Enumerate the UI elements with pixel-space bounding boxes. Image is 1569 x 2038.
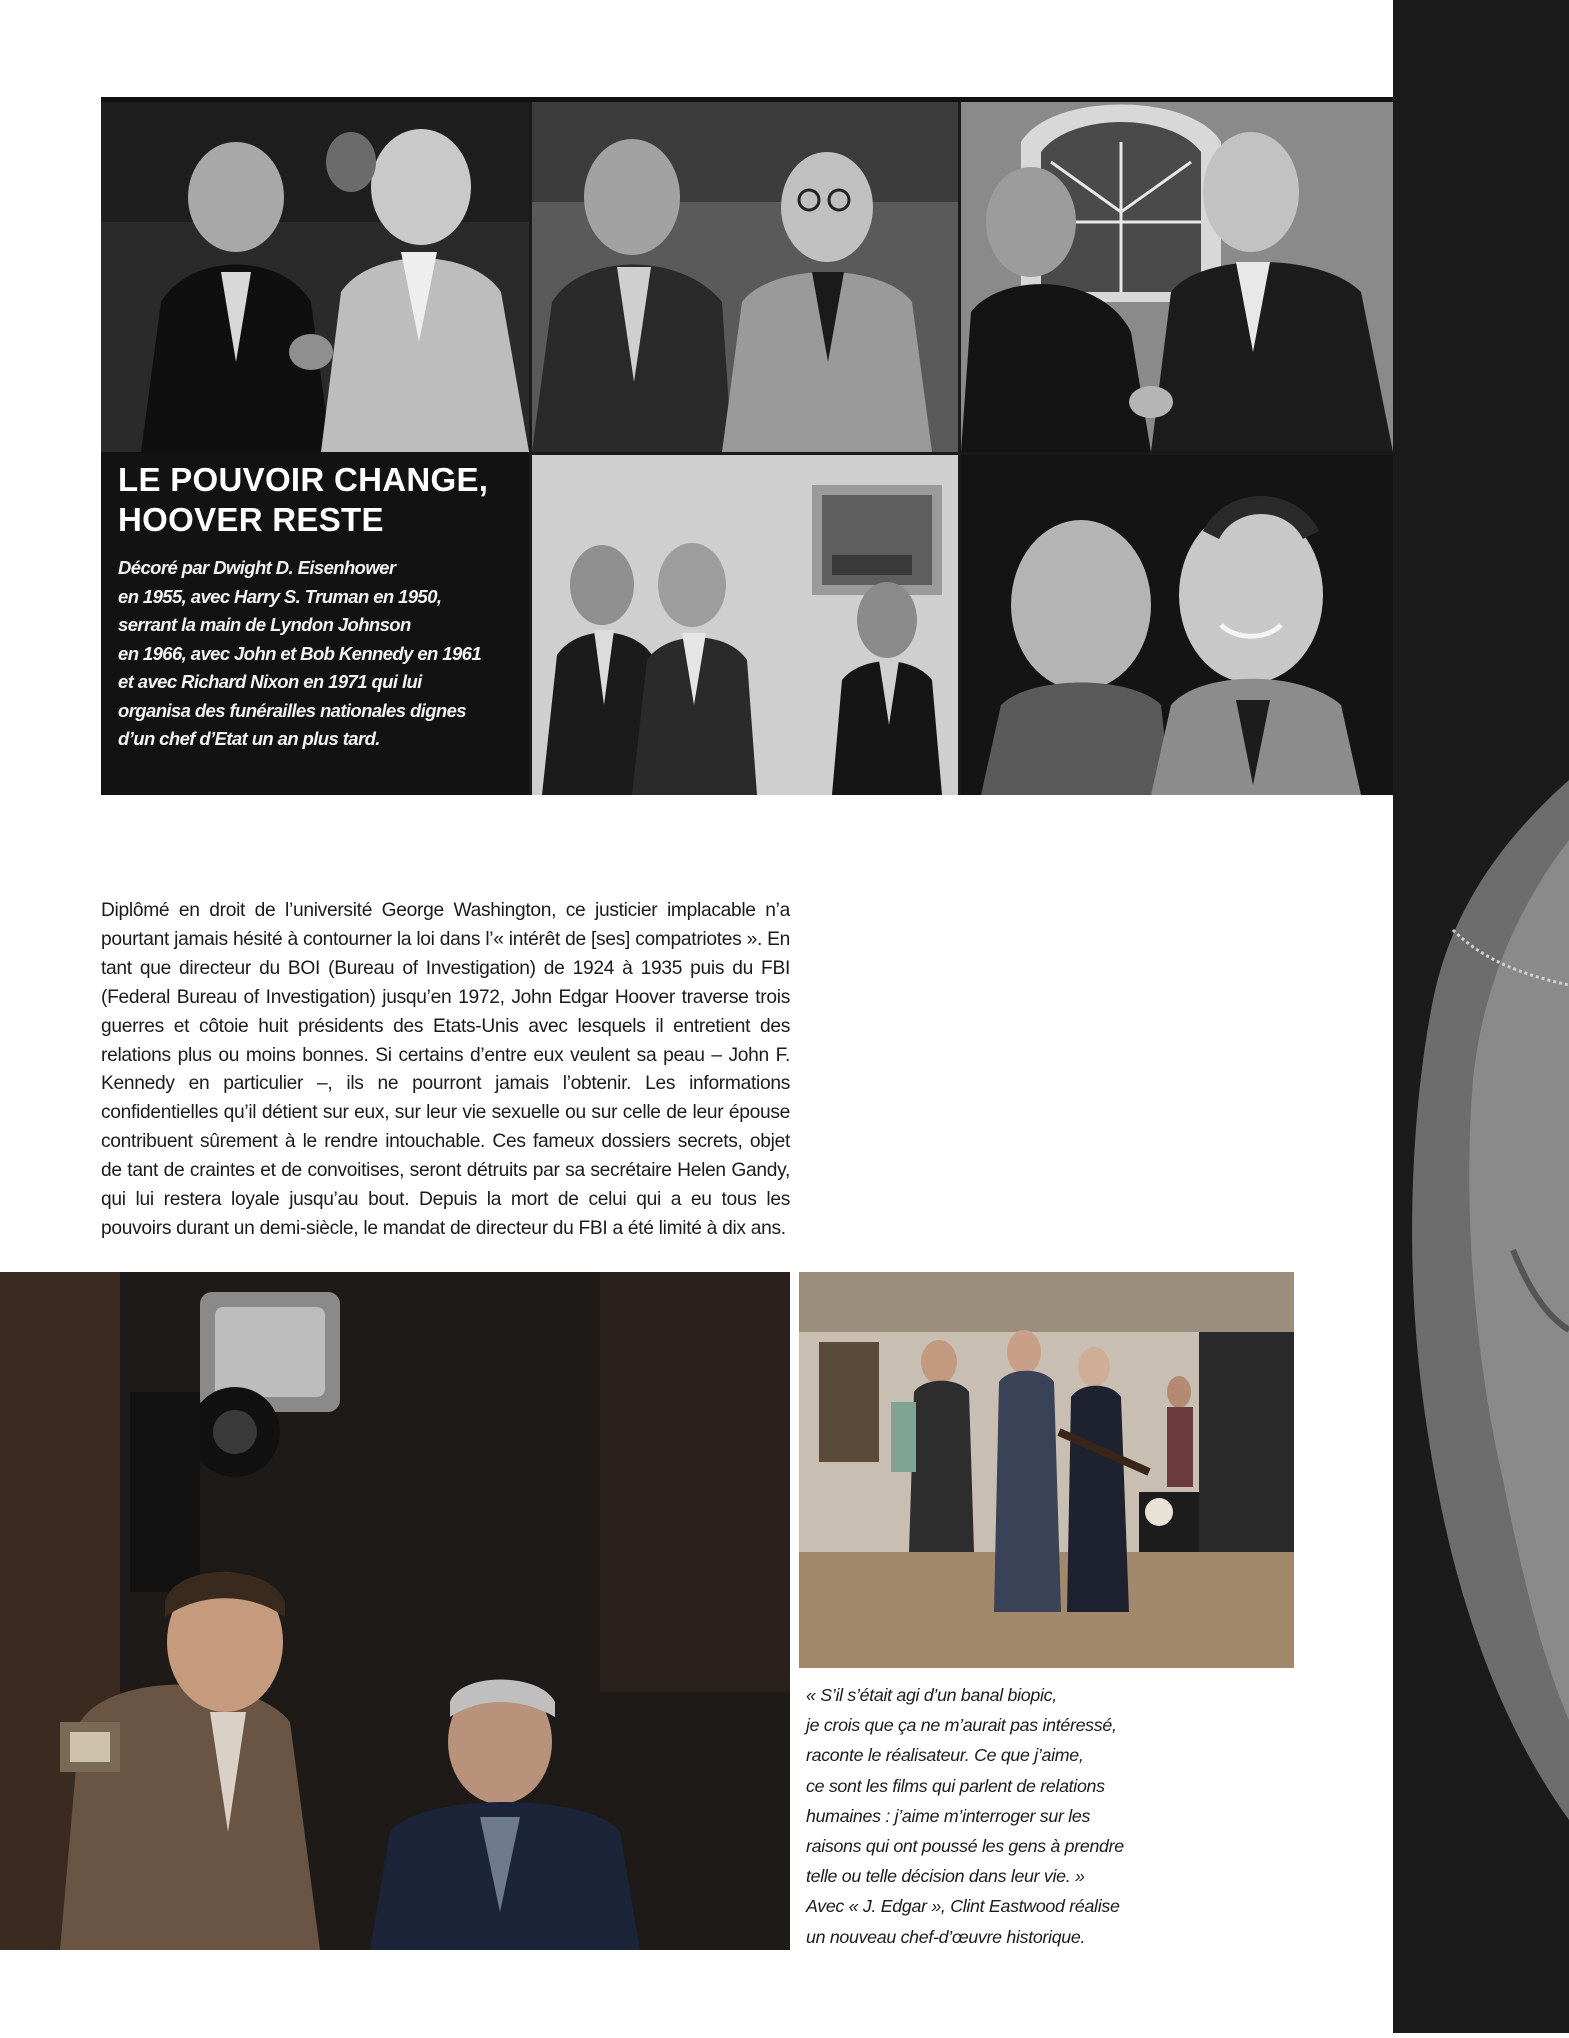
article-body: Diplômé en droit de l’université George Washington, ce justicier implacable n’a pourtant jamais hésité à contourner la loi dans l’« intérêt de [ses] compatriotes ». En tant que directeur du BOI (Bureau of Investigation) de 1924 à 1935 puis du FBI (Federal Bureau of Investigation) jusqu’en 1972, John Edgar Hoover traverse trois guerres et côtoie huit présidents des Etats-Unis avec lesquels il entretient des relations plus ou moins bonnes. Si certains d’entre eux veulent sa peau – John F. Kennedy en particulier –, ils ne pourront jamais l’obtenir. Les informations confidentielles qu’il détient sur eux, sur leur vie sexuelle ou sur celle de leur épouse contribuent sûrement à le rendre intouchable. Ces fameux dossiers secrets, objet de tant de craintes et de convoitises, seront détruits par sa secrétaire Helen Gandy, qui lui restera loyale jusqu’au bout. Depuis la mort de celui qui a eu tous les pouvoirs durant un demi-siècle, le mandat de directeur du FBI a été limité à dix ans.: [101, 900, 790, 1239]
collage-headline: LE POUVOIR CHANGE, HOOVER RESTE: [118, 461, 489, 538]
photo-truman: [532, 102, 958, 452]
facing-page-photo-edge: [1393, 0, 1569, 2033]
photo-kennedys: [532, 455, 958, 795]
collage-caption-box: [101, 452, 529, 795]
photo-eisenhower: [101, 102, 529, 452]
director-quote: « S’il s’était agi d’un banal biopic, je crois que ça ne m’aurait pas intéressé, raconte le réalisateur. Ce que j’aime, ce sont les films qui parlent de relations humaines : j’aime m’interroger sur les raisons qui ont poussé les gens à prendre telle ou telle décision dans leur vie. » Avec « J. Edgar », Clint Eastwood réalise un nouveau chef-d’œuvre historique.: [806, 1685, 1124, 1947]
photo-nixon: [961, 455, 1393, 795]
photo-johnson: [961, 102, 1393, 452]
photo-film-set-scene: [799, 1272, 1294, 1668]
collage-caption: Décoré par Dwight D. Eisenhower en 1955, avec Harry S. Truman en 1950, serrant la main de Lyndon Johnson en 1966, avec John et Bob Kennedy en 1961 et avec Richard Nixon en 1971 qui lui organisa des funérailles nationales dignes d’un chef d’Etat un an plus tard.: [118, 557, 482, 749]
photo-film-set-dicaprio-eastwood: [0, 1272, 790, 1950]
